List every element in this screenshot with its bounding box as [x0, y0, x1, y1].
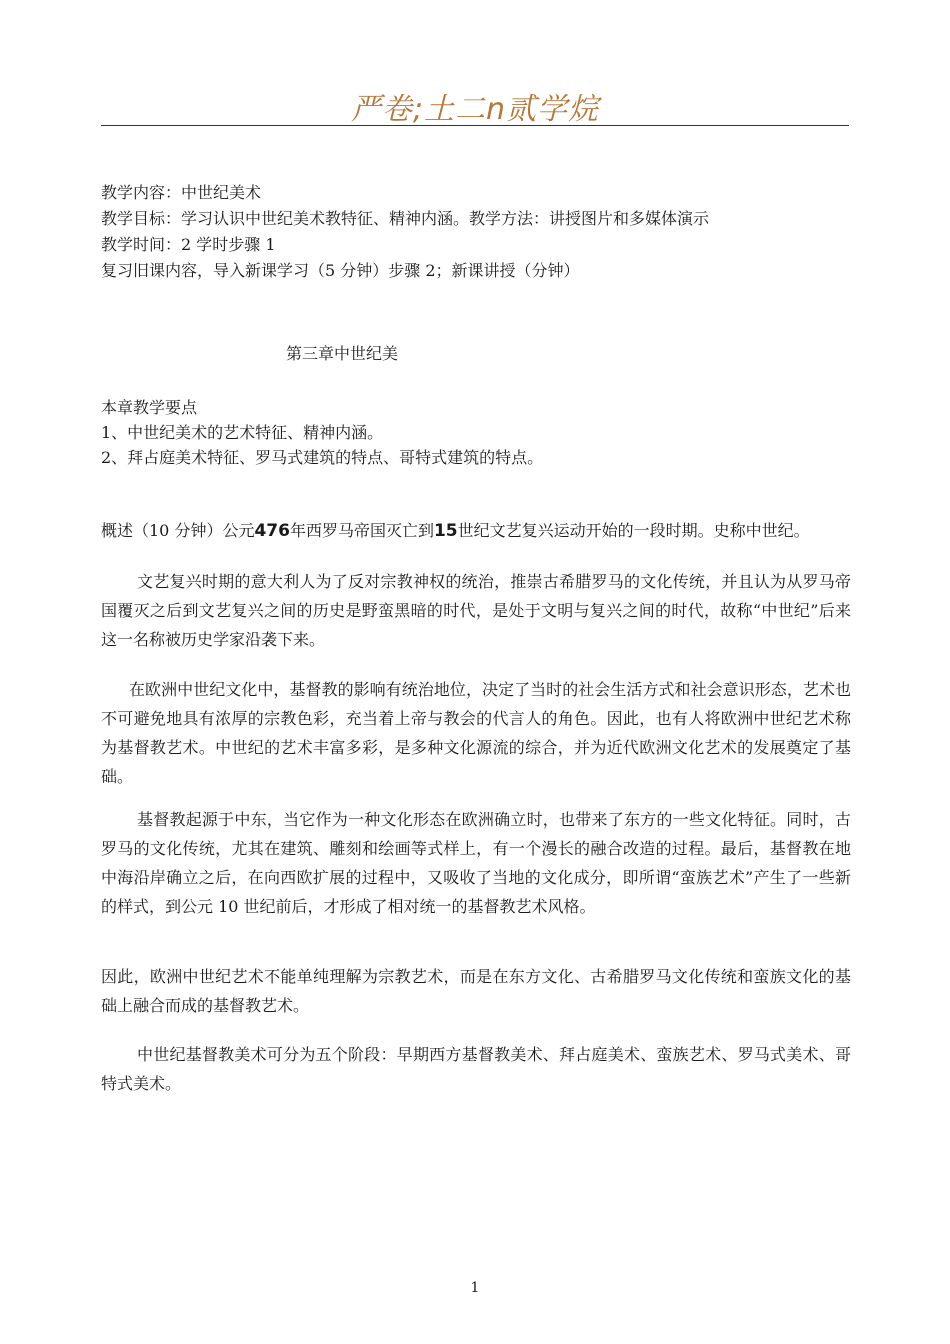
chapter-title: 第三章中世纪美: [286, 344, 399, 363]
teaching-content: 教学内容：中世纪美术: [101, 183, 262, 202]
overview-text: 世纪文艺复兴运动开始的一段时期。史称中世纪。: [457, 521, 810, 540]
page-number: 1: [470, 1280, 480, 1296]
overview-text: 概述（10 分钟）公元: [101, 521, 255, 540]
paragraph-christianity-influence: 在欧洲中世纪文化中，基督教的影响有统治地位，决定了当时的社会生活方式和社会意识形态，艺术也不可避免地具有浓厚的宗教色彩，充当着上帝与教会的代言人的角色。因此，也有人将欧洲中世纪艺术称为基督教艺术。中世纪的艺术丰富多彩，是多种文化源流的综合，并为近代欧洲文化艺术的发展奠定了基础。: [101, 680, 851, 786]
key-point-item: 2、拜占庭美术特征、罗马式建筑的特点、哥特式建筑的特点。: [101, 448, 544, 467]
paragraph-renaissance: 文艺复兴时期的意大利人为了反对宗教神权的统治，推崇古希腊罗马的文化传统，并且认为从罗马帝国覆灭之后到文艺复兴之间的历史是野蛮黑暗的时代，是处于文明与复兴之间的时代，故称“中世纪”后来这一名称被历史学家沿袭下来。: [101, 572, 851, 649]
century-15: 15: [433, 521, 458, 541]
overview-text: 年西罗马帝国灭亡到: [289, 521, 434, 540]
paragraph-stages: 中世纪基督教美术可分为五个阶段：早期西方基督教美术、拜占庭美术、蛮族艺术、罗马式美术、哥特式美术。: [101, 1045, 851, 1093]
teaching-steps: 复习旧课内容，导入新课学习（5 分钟）步骤 2；新课讲授（分钟）: [101, 261, 580, 280]
paragraph-origins: 基督教起源于中东，当它作为一种文化形态在欧洲确立时，也带来了东方的一些文化特征。同时，古罗马的文化传统，尤其在建筑、雕刻和绘画等式样上，有一个漫长的融合改造的过程。最后，基督教在地中海沿岸确立之后，在向西欧扩展的过程中，又吸收了当地的文化成分，即所谓“蛮族艺术”产生了一些新的样式，到公元 10 世纪前后，才形成了相对统一的基督教艺术风格。: [101, 810, 851, 916]
overview-paragraph: [101, 516, 851, 546]
year-476: 476: [254, 521, 290, 541]
header-divider: [101, 125, 849, 126]
teaching-goal: 教学目标：学习认识中世纪美术教特征、精神内涵。教学方法：讲授图片和多媒体演示: [101, 209, 710, 228]
teaching-time: 教学时间：2 学时步骤 1: [101, 235, 276, 254]
key-points-heading: 本章教学要点: [101, 398, 198, 417]
paragraph-conclusion: 因此，欧洲中世纪艺术不能单纯理解为宗教艺术，而是在东方文化、古希腊罗马文化传统和蛮族文化的基础上融合而成的基督教艺术。: [101, 967, 851, 1015]
header-title: 严卷;土二n贰学烷: [350, 92, 600, 127]
key-point-item: 1、中世纪美术的艺术特征、精神内涵。: [101, 423, 384, 442]
